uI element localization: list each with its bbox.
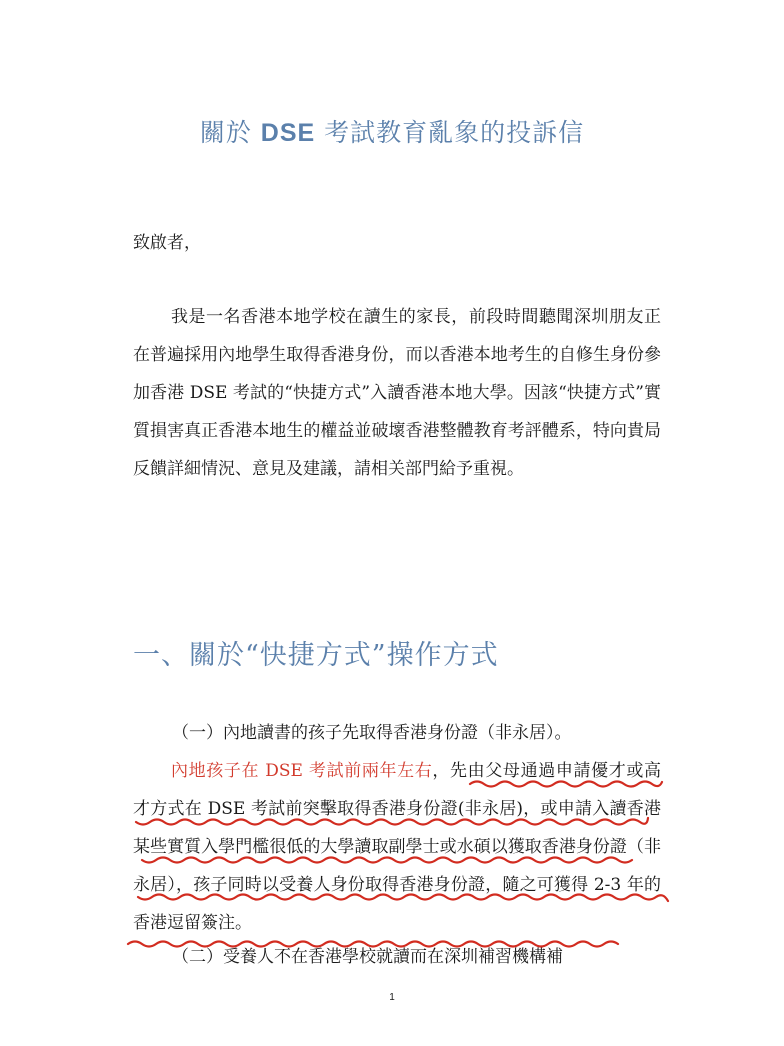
document-title [0,113,784,149]
section-heading: 一、關於“快捷方式”操作方式 [133,640,499,671]
title-prefix: 關於 [199,118,261,147]
highlighted-text: 內地孩子在 DSE 考試前兩年左右 [171,761,433,781]
title-dse: DSE [260,119,316,147]
paragraph-text: ，先由父母通過申請優才或高才方式在 DSE 考試前突擊取得香港身份證(非永居)，或申請入讀香港某些實質入學門檻很低的大學讀取副學士或水碩以獲取香港身份證（非永居），孩子同時以受養人身份取得香港身份證，隨之可獲得 2-3 年的香港逗留簽注。 [133,761,662,933]
page-number: 1 [389,992,395,1003]
title-suffix: 考試教育亂象的投訴信 [315,118,585,147]
sub-item-1: （一）內地讀書的孩子先取得香港身份證（非永居）。 [172,723,572,743]
intro-paragraph: 我是一名香港本地学校在讀生的家長，前段時間聽聞深圳朋友正在普遍採用內地學生取得香港身份，而以香港本地考生的自修生身份參加香港 DSE 考試的“快捷方式”入讀香港本地大學。因該“快捷方式”實質損害真正香港本地生的權益並破壞香港整體教育考評體系，特向貴局反饋詳細情況、意見及建議，請相关部門給予重視。 [133,307,661,479]
sub-item-2: （二）受養人不在香港學校就讀而在深圳補習機構補 [172,947,563,967]
salutation: 致啟者， [133,233,201,253]
body-paragraph-2 [133,752,661,942]
